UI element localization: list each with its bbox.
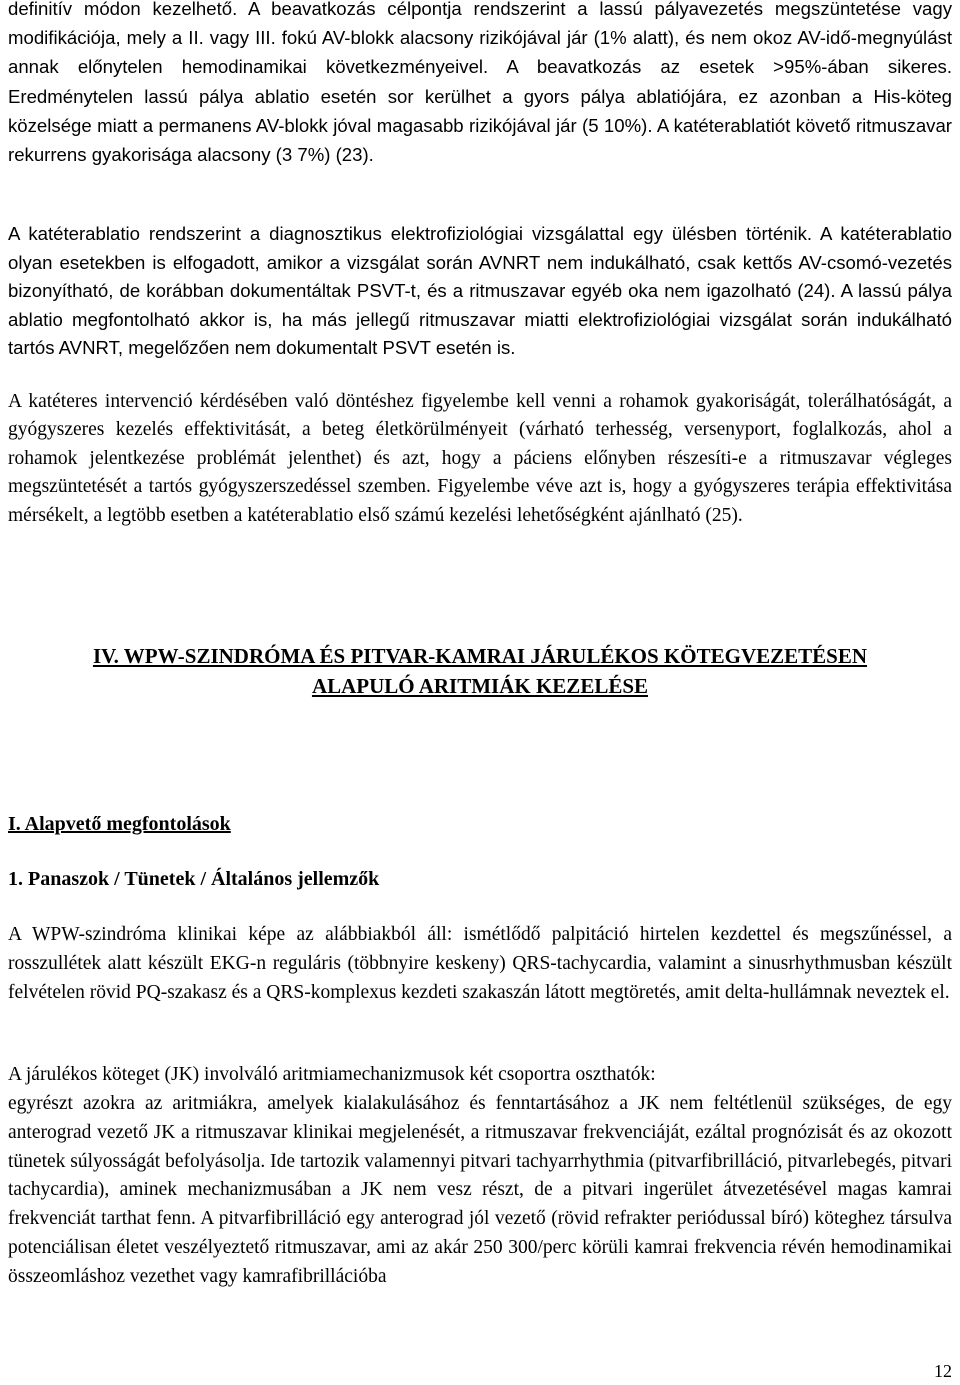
page-number: 12: [934, 1361, 952, 1381]
paragraph-accessory-pathway-mechanisms: egyrészt azokra az aritmiákra, amelyek kialakulásához és fenntartásához a JK nem feltétlenül szükséges, de egy anterograd vezető JK a ritmuszavar klinikai megjelenését, a ritmuszavar frekvenciáját, ezáltal prognózisát és az okozott tünetek súlyosságát befolyásolja. Ide tartozik valamennyi pitvari tachyarrhythmia (pitvarfibrilláció, pitvarlebegés, pitvari tachycardia), aminek mechanizmusában a JK nem vesz részt, de a pitvari ingerület átvezetésével magas kamrai frekvenciát tarthat fenn. A pitvarfibrilláció egy anterograd jól vezető (rövid refrakter periódussal bíró) köteghez társulva potenciálisan életet veszélyeztető ritmuszavar, ami az akár 250 300/perc körüli kamrai frekvencia révén hemodinamikai összeomláshoz vezethet vagy kamrafibrillációba: [8, 1093, 952, 1287]
subsection-heading: 1. Panaszok / Tünetek / Általános jellemzők: [8, 868, 380, 890]
chapter-heading-line1: IV. WPW-SZINDRÓMA ÉS PITVAR-KAMRAI JÁRULÉKOS KÖTEGVEZETÉSEN: [92, 644, 868, 668]
paragraph-intervention-decision: A katéteres intervenció kérdésében való döntéshez figyelembe kell venni a rohamok gyakoriságát, tolerálhatóságát, a gyógyszeres kezelés effektivitását, a beteg életkörülményeit (várható terhesség, versenyport, foglalkozás, ahol a rohamok jelentkezése problémát jelenthet) és azt, hogy a páciens előnyben részesíti-e a ritmuszavar végleges megszüntetését a tartós gyógyszerszedéssel szemben. Figyelembe véve azt is, hogy a gyógyszeres terápia effektivitása mérsékelt, a legtöbb esetben a katéterablatio első számú kezelési lehetőségként ajánlható (25).: [8, 391, 952, 526]
paragraph-accessory-pathway-intro: A járulékos köteget (JK) involváló aritmiamechanizmusok két csoportra oszthatók:: [8, 1064, 656, 1085]
section-heading: I. Alapvető megfontolások: [8, 813, 231, 835]
paragraph-ablation-procedure: A katéterablatio rendszerint a diagnosztikus elektrofiziológiai vizsgálattal egy ülésben történik. A katéterablatio olyan esetekben is elfogadott, amikor a vizsgálat során AVNRT nem indukálható, csak kettős AV-csomó-vezetés bizonyítható, de korábban dokumentáltak PSVT-t, és a ritmuszavar egyéb oka nem igazolható (24). A lassú pálya ablatio megfontolható akkor is, ha más jellegű ritmuszavar miatti elektrofiziológiai vizsgálat során indukálható tartós AVNRT, megelőzően nem dokumentalt PSVT esetén is.: [8, 223, 952, 359]
chapter-heading-line2: ALAPULÓ ARITMIÁK KEZELÉSE: [311, 674, 649, 698]
paragraph-avnrt-ablation-outcome: definitív módon kezelhető. A beavatkozás célpontja rendszerint a lassú pályavezetés megszüntetése vagy modifikációja, mely a II. vagy III. fokú AV-blokk alacsony rizikójával jár (1% alatt), és nem okoz AV-idő-megnyúlást annak előnytelen hemodinamikai következményeivel. A beavatkozás az esetek >95%-ában sikeres. Eredménytelen lassú pálya ablatio esetén sor kerülhet a gyors pálya ablatiójára, ez azonban a His-köteg közelsége miatt a permanens AV-blokk jóval magasabb rizikójával jár (5 10%). A katéterablatiót követő ritmuszavar rekurrens gyakorisága alacsony (3 7%) (23).: [8, 0, 952, 166]
paragraph-wpw-clinical-picture: A WPW-szindróma klinikai képe az alábbiakból áll: ismétlődő palpitáció hirtelen kezdettel és megszűnéssel, a rosszullétek alatt készült EKG-n reguláris (többnyire keskeny) QRS-tachycardia, valamint a sinusrhythmusban készült felvételen rövid PQ-szakasz és a QRS-komplexus kezdeti szakaszán látott megtöretés, amit delta-hullámnak neveztek el.: [8, 924, 952, 1003]
